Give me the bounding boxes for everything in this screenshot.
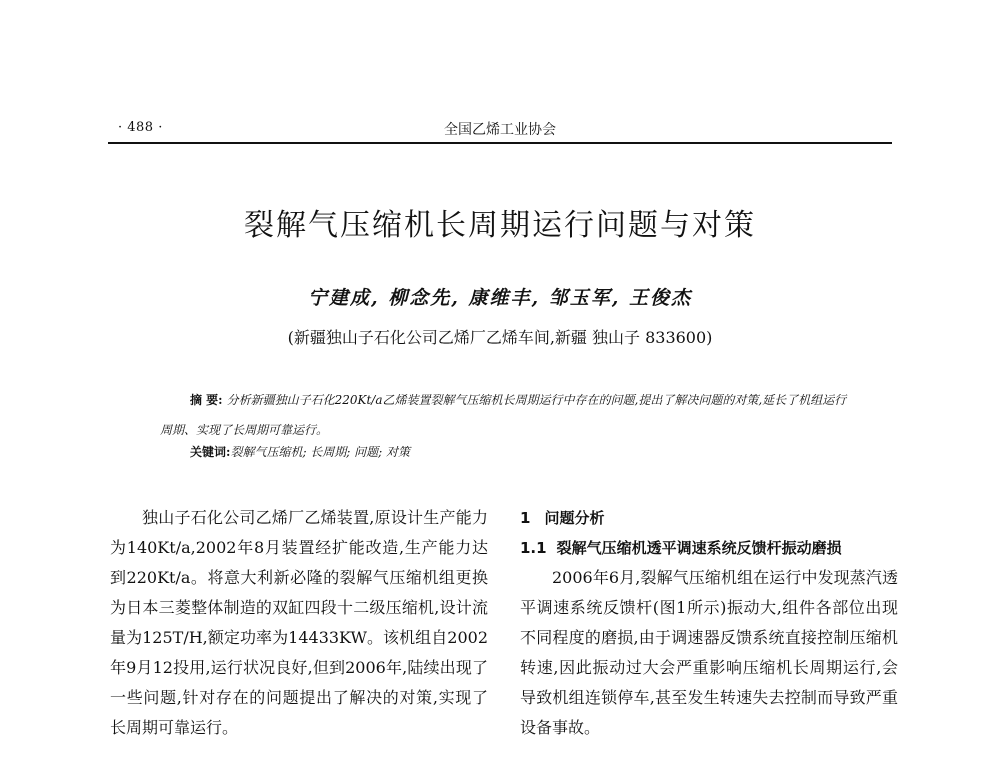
subsection-title: 裂解气压缩机透平调速系统反馈杆振动磨损 [556,539,842,557]
section-heading [520,503,898,533]
keywords-text: 裂解气压缩机; 长周期; 问题; 对策 [230,445,411,459]
running-header-journal: 全国乙烯工业协会 [444,122,556,138]
subsection-heading [520,533,898,563]
abstract-text: 分析新疆独山子石化220Kt/a乙烯装置裂解气压缩机长周期运行中存在的问题,提出了解决问题的对策,延长了机组运行周期、实现了长周期可靠运行。 [160,393,847,437]
article-title: 裂解气压缩机长周期运行问题与对策 [244,208,756,243]
header-rule [108,142,892,144]
section-paragraph: 2006年6月,裂解气压缩机组在运行中发现蒸汽透平调速系统反馈杆(图1所示)振动大,组件各部位出现不同程度的磨损,由于调速器反馈系统直接控制压缩机转速,因此振动过大会严重影响压缩机长周期运行,会导致机组连锁停车,甚至发生转速失去控制而导致严重设备事故。 [520,568,898,737]
abstract [160,385,850,445]
keywords-label: 关键词: [190,445,231,459]
abstract-label: 摘 要: [190,393,223,407]
left-column [110,503,488,743]
subsection-number: 1.1 [520,539,547,557]
article-authors: 宁建成, 柳念先, 康维丰, 邹玉军, 王俊杰 [308,287,692,309]
section-number: 1 [520,509,531,527]
intro-paragraph: 独山子石化公司乙烯厂乙烯装置,原设计生产能力为140Kt/a,2002年8月装置经扩能改造,生产能力达到220Kt/a。将意大利新必隆的裂解气压缩机组更换为日本三菱整体制造的双缸四段十二级压缩机,设计流量为125T/H,额定功率为14433KW。该机组自2002年9月12投用,运行状况良好,但到2006年,陆续出现了一些问题,针对存在的问题提出了解决的对策,实现了长周期可靠运行。 [110,508,488,737]
running-header-page-number: · 488 · [118,120,163,135]
article-affiliation: (新疆独山子石化公司乙烯厂乙烯车间,新疆 独山子 833600) [287,328,713,347]
section-title: 问题分析 [544,509,605,527]
right-column [520,503,898,743]
keywords [190,443,410,460]
